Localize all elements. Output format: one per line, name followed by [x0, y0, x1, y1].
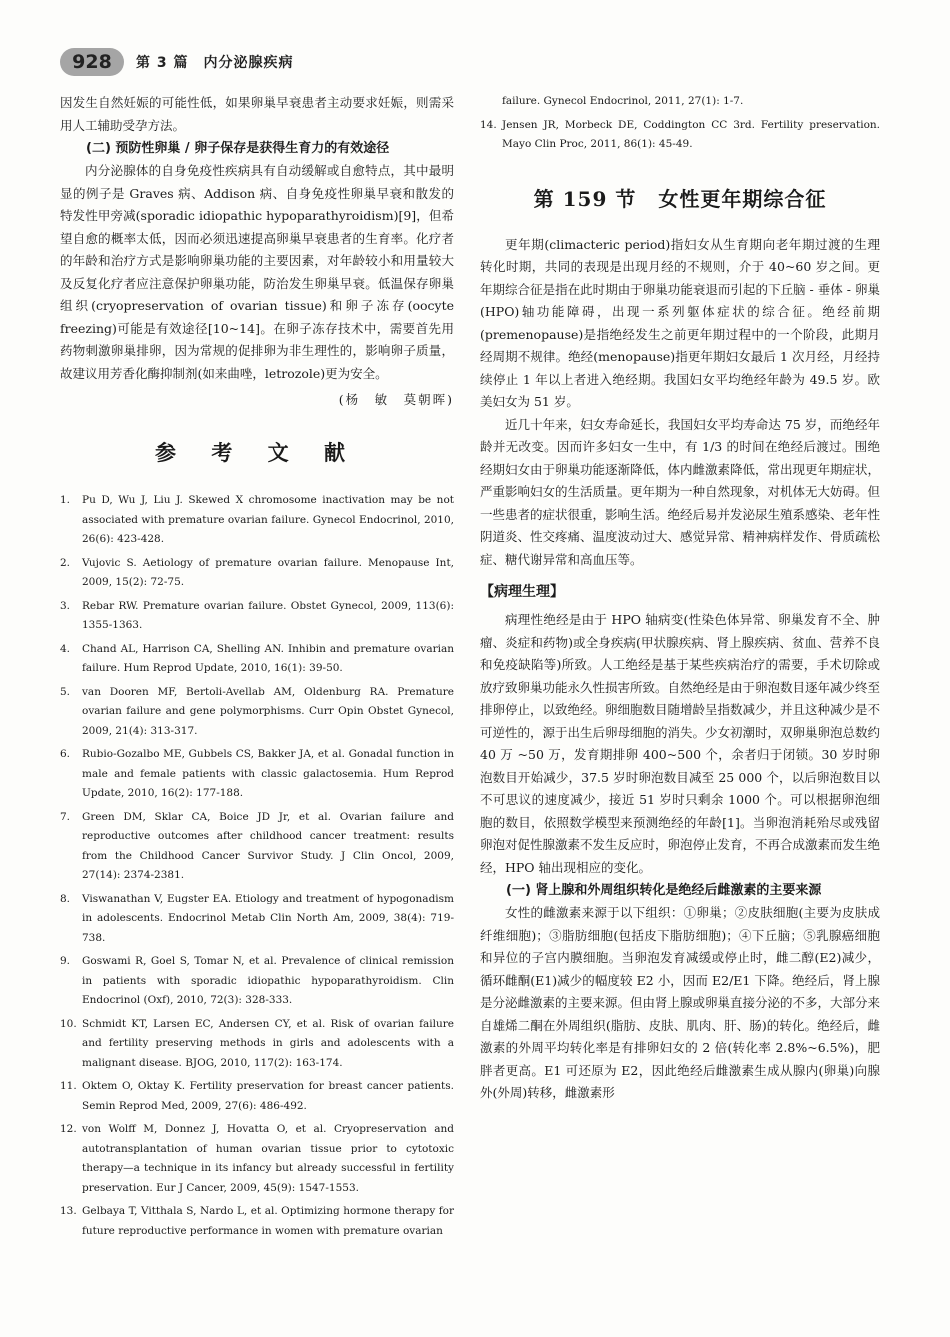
intro-paragraph-1: 更年期(climacteric period)指妇女从生育期向老年期过渡的生理转化时期，共同的表现是出现月经的不规则，介于 40~60 岁之间。更年期综合征是指在此时期由于卵巢功能衰退而引起的下丘脑 - 垂体 - 卵巢(HPO)轴功能障碍，出现一系列躯体症状的综合征。绝经前期(premenopause)是指绝经发生之前更年期过程中的一个阶段，此期月经周期不规律。绝经(menopause)指更年期妇女最后 1 次月经，月经持续停止 1 年以上者进入绝经期。我国妇女平均绝经年龄为 49.5 岁。欧美妇女为 51 岁。: [480, 236, 880, 409]
reference-item: [60, 554, 454, 593]
references-title: 参 考 文 献: [155, 441, 359, 465]
left-column: [60, 92, 454, 1245]
reference-text: Schmidt KT, Larsen EC, Andersen CY, et al. Risk of ovarian failure and fertility preserving methods in girls and adolescents with a malignant disease. BJOG, 2010, 117(2): 163-174.: [82, 1017, 454, 1069]
pathology-heading: 【病理生理】: [480, 584, 564, 600]
reference-text: Oktem O, Oktay K. Fertility preservation for breast cancer patients. Semin Reprod Med, 2009, 27(6): 486-492.: [82, 1080, 454, 1112]
reference-text: Goswami R, Goel S, Tomar N, et al. Prevalence of clinical remission in patients with sporadic idiopathic hypoparathyroidism. Clin Endocrinol (Oxf), 2010, 72(3): 328-333.: [82, 955, 454, 1006]
reference-text: Chand AL, Harrison CA, Shelling AN. Inhibin and premature ovarian failure. Hum Reprod Update, 2010, 16(1): 39-50.: [82, 642, 454, 674]
section-authors: (杨 敏 莫朝晖): [338, 392, 454, 407]
section-title: 女性更年期综合征: [658, 186, 827, 211]
reference-item: [60, 890, 454, 949]
page-number-badge: 928: [60, 48, 124, 76]
estrogen-source-subheading: (一) 肾上腺和外周组织转化是绝经后雌激素的主要来源: [506, 883, 822, 898]
reference-text: Green DM, Sklar CA, Boice JD Jr, et al. Ovarian failure and reproductive outcomes after childhood cancer treatment: results from the Childhood Cancer Survivor Study. J Clin Oncol, 2009, 27(14): 2374-2381.: [82, 810, 454, 881]
reference-text: Rubio-Gozalbo ME, Gubbels CS, Bakker JA, et al. Gonadal function in male and female patients with classic galactosemia. Hum Reprod Update, 2010, 16(2): 177-188.: [82, 748, 454, 799]
reference-text: van Dooren MF, Bertoli-Avellab AM, Oldenburg RA. Premature ovarian failure and gene polymorphisms. Curr Opin Obstet Gynecol, 2009, 21(4): 313-317.: [82, 685, 454, 737]
intro-paragraph-2: 近几十年来，妇女寿命延长，我国妇女平均寿命达 75 岁，而绝经年龄并无改变。因而许多妇女一生中，有 1/3 的时间在绝经后渡过。围绝经期妇女由于卵巢功能逐渐降低，体内雌激素降低，常出现更年期症状，严重影响妇女的生活质量。更年期为一种自然现象，对机体无大妨碍。但一些患者的症状很重，影响生活。绝经后易并发泌尿生殖系感染、老年性阴道炎、性交疼痛、温度波动过大、感觉异常、精神病样发作、骨质疏松症、糖代谢异常和高血压等。: [480, 416, 881, 567]
reference-item: [60, 1077, 454, 1116]
reference-item: [60, 1120, 454, 1198]
left-subheading: (二) 预防性卵巢 / 卵子保存是获得生育力的有效途径: [86, 141, 390, 156]
reference-number: 6.: [60, 748, 71, 760]
reference-number: 3.: [60, 599, 71, 612]
reference-continuation: [480, 92, 880, 112]
reference-number: 7.: [60, 810, 71, 823]
reference-number: 5.: [60, 685, 71, 698]
reference-item: [60, 491, 454, 550]
reference-item: [60, 1015, 454, 1074]
reference-number: 11.: [60, 1080, 77, 1092]
reference-number: 8.: [60, 892, 71, 905]
reference-number: 13.: [60, 1205, 77, 1217]
reference-text: Viswanathan V, Eugster EA. Etiology and treatment of hypogonadism in adolescents. Endocrinol Metab Clin North Am, 2009, 38(4): 719-738.: [82, 892, 454, 944]
reference-number: 10.: [60, 1017, 77, 1030]
section-number: 第 159 节: [533, 186, 637, 211]
reference-text: von Wolff M, Donnez J, Hovatta O, et al. Cryopreservation and autotransplantation of human ovarian tissue prior to cytotoxic therapy—a technique in its infancy but already successful in fertility preservation. Eur J Cancer, 2009, 45(9): 1547-1553.: [82, 1123, 454, 1194]
reference-number: 14.: [480, 118, 497, 131]
section-heading: [480, 183, 880, 212]
reference-text: Rebar RW. Premature ovarian failure. Obstet Gynecol, 2009, 113(6): 1355-1363.: [82, 599, 454, 631]
reference-list: [60, 491, 454, 1241]
reference-text: Gelbaya T, Vitthala S, Nardo L, et al. Optimizing hormone therapy for future reproductive performance in women with premature ovarian: [82, 1205, 454, 1237]
reference-number: 1.: [60, 494, 71, 506]
right-column: [480, 92, 880, 1105]
reference-item: [60, 952, 454, 1011]
reference-text: Jensen JR, Morbeck DE, Coddington CC 3rd. Fertility preservation. Mayo Clin Proc, 2011, 86(1): 45-49.: [502, 118, 880, 150]
left-paragraph-1: 因发生自然妊娠的可能性低，如果卵巢早衰患者主动要求妊娠，则需采用人工辅助受孕方法。: [60, 95, 454, 133]
reference-item: [60, 597, 454, 636]
reference-text: Vujovic S. Aetiology of premature ovarian failure. Menopause Int, 2009, 15(2): 72-75.: [82, 556, 454, 588]
reference-text: Pu D, Wu J, Liu J. Skewed X chromosome inactivation may be not associated with premature ovarian failure. Gynecol Endocrinol, 2010, 26(6): 423-428.: [82, 494, 454, 545]
reference-number: 4.: [60, 642, 71, 655]
pathology-paragraph-2: 女性的雌激素来源于以下组织：①卵巢；②皮肤细胞(主要为皮肤成纤维细胞)；③脂肪细胞(包括皮下脂肪细胞)；④下丘脑；⑤乳腺癌细胞和异位的子宫内膜细胞。当卵泡发育减缓或停止时，雌二醇(E2)减少，循环雌酮(E1)减少的幅度较 E2 小，因而 E2/E1 下降。绝经后，肾上腺是分泌雌激素的主要来源。但由肾上腺或卵巢直接分泌的不多，大部分来自雄烯二酮在外周组织(脂肪、皮肤、肌肉、肝、肠)的转化。绝经后，雌激素的外周平均转化率是有排卵妇女的 2 倍(转化率 2.8%~6.5%)，肥胖者更高。E1 可还原为 E2，因此绝经后雌激素生成从腺内(卵巢)向腺外(外周)转移，雌激素形: [480, 905, 881, 1100]
page-header: [60, 48, 890, 78]
reference-text: failure. Gynecol Endocrinol, 2011, 27(1): 1-7.: [502, 95, 744, 107]
part-title: 第 3 篇 内分泌腺疾病: [136, 55, 294, 71]
reference-item: [60, 683, 454, 742]
left-paragraph-2: 内分泌腺体的自身免疫性疾病具有自动缓解或自愈特点，其中最明显的例子是 Graves 病、Addison 病、自身免疫性卵巢早衰和散发的特发性甲旁减(sporadic idiopathic hypoparathyroidism)[9]，但希望自愈的概率太低，因而必须迅速提高卵巢早衰患者的生育率。化疗者的年龄和治疗方式是影响卵巢功能的主要因素，对年龄较小和用量较大及反复化疗者应注意保护卵巢功能，防治发生卵巢早衰。低温保存卵巢组织(cryopreservation of ovarian tissue)和卵子冻存(oocyte freezing)可能是有效途径[10~14]。在卵子冻存技术中，需要首先用药物刺激卵巢排卵，因为常规的促排卵为非生理性的，影响卵子质量，故建议用芳香化酶抑制剂(如来曲唑，letrozole)更为安全。: [60, 163, 454, 381]
reference-number: 9.: [60, 955, 71, 967]
pathology-paragraph-1: 病理性绝经是由于 HPO 轴病变(性染色体异常、卵巢发育不全、肿瘤、炎症和药物)或全身疾病(甲状腺疾病、肾上腺疾病、贫血、营养不良和免疫缺陷等)所致。人工绝经是基于某些疾病治疗的需要，手术切除或放疗致卵巢功能永久性损害所致。自然绝经是由于卵泡数目逐年减少终至排卵停止，以致绝经。卵细胞数目随增龄呈指数减少，并且这种减少是不可逆性的，源于出生后卵母细胞的消失。少女初潮时，双卵巢卵泡总数约 40 万 ~50 万，发育期排卵 400~500 个，余者归于闭锁。30 岁时卵泡数目开始减少，37.5 岁时卵泡数目减至 25 000 个，以后卵泡数目以不可思议的速度减少，接近 51 岁时只剩余 1000 个。可以根据卵泡细胞的数目，依照数学模型来预测绝经的年龄[1]。当卵泡消耗殆尽或残留卵泡对促性腺激素不发生反应时，卵泡停止发育，不再合成激素而发生绝经，HPO 轴出现相应的变化。: [480, 612, 881, 875]
reference-number: 12.: [60, 1123, 77, 1135]
reference-item: [480, 116, 880, 155]
reference-item: [60, 640, 454, 679]
reference-number: 2.: [60, 556, 71, 569]
reference-item: [60, 1202, 454, 1241]
reference-item: [60, 745, 454, 804]
reference-item: [60, 808, 454, 886]
